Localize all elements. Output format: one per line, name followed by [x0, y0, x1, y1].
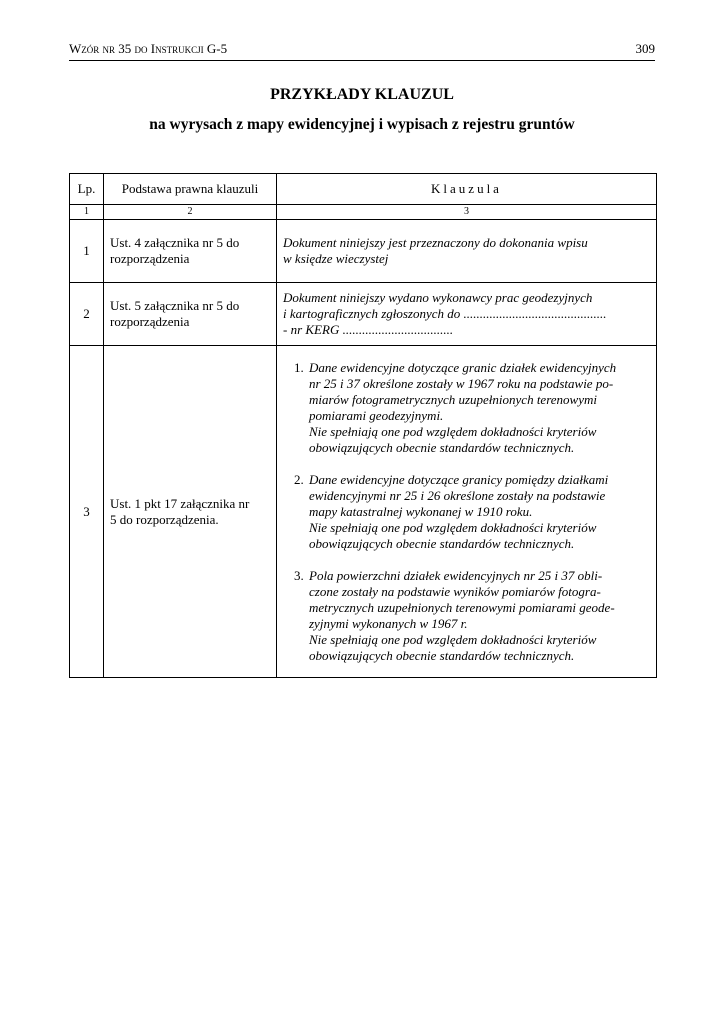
legal-basis-line: Ust. 5 załącznika nr 5 do — [110, 298, 240, 313]
clause-line: Dokument niniejszy jest przeznaczony do dokonania wpisu — [283, 235, 588, 250]
legal-basis-cell — [104, 346, 277, 678]
clause-line: - nr KERG .................................. — [283, 322, 454, 337]
clause-line: czone zostały na podstawie wyników pomiarów fotogra- — [309, 583, 601, 599]
header-lp: Lp. — [70, 174, 104, 205]
legal-basis-cell — [104, 220, 277, 283]
legal-basis-line: Ust. 1 pkt 17 załącznika nr — [110, 495, 250, 511]
clause-cell — [277, 346, 657, 678]
list-item — [307, 360, 650, 456]
legal-basis-line: rozporządzenia — [110, 314, 190, 329]
header-clause: Klauzula — [277, 174, 657, 205]
row-number: 3 — [70, 346, 104, 678]
clause-line: nr 25 i 37 określone zostały w 1967 roku na podstawie po- — [309, 375, 614, 391]
header-document-reference: Wzór nr 35 do Instrukcji G-5 — [69, 41, 228, 56]
page-title: PRZYKŁADY KLAUZUL — [270, 86, 454, 103]
clause-line: 3. Pola powierzchni działek ewidencyjnych nr 25 i 37 obli- — [309, 567, 603, 583]
clause-line: metrycznych uzupełnionych terenowymi pomiarami geode- — [309, 599, 615, 615]
clause-cell — [277, 283, 657, 346]
clause-line: obowiązujących obecnie standardów technicznych. — [309, 439, 575, 455]
table-row — [70, 283, 657, 346]
clauses-table — [69, 173, 657, 678]
clause-line: miarów fotogrametrycznych uzupełnionych terenowymi — [309, 391, 597, 407]
table-header-row — [70, 174, 657, 205]
clause-line: mapy katastralnej wykonanej w 1910 roku. — [309, 503, 533, 519]
clause-line: 2. Dane ewidencyjne dotyczące granicy pomiędzy działkami — [309, 471, 609, 487]
table-row — [70, 346, 657, 678]
clause-line: Nie spełniają one pod względem dokładności kryteriów — [309, 631, 597, 647]
clause-line: i kartograficznych zgłoszonych do ............................................ — [283, 306, 607, 321]
list-item — [307, 568, 650, 664]
header-legal-basis: Podstawa prawna klauzuli — [104, 174, 277, 205]
clause-line: 1. Dane ewidencyjne dotyczące granic działek ewidencyjnych — [309, 359, 617, 375]
column-number-row — [70, 205, 657, 220]
clause-line: ewidencyjnymi nr 25 i 26 określone zostały na podstawie — [309, 487, 606, 503]
row-number: 1 — [70, 220, 104, 283]
table-row — [70, 220, 657, 283]
column-number: 2 — [104, 205, 277, 220]
clause-line: Nie spełniają one pod względem dokładności kryteriów — [309, 519, 597, 535]
clause-line: Nie spełniają one pod względem dokładności kryteriów — [309, 423, 597, 439]
clause-line: obowiązujących obecnie standardów technicznych. — [309, 647, 575, 663]
clause-cell — [277, 220, 657, 283]
clause-line: Dokument niniejszy wydano wykonawcy prac geodezyjnych — [283, 290, 593, 305]
legal-basis-line: 5 do rozporządzenia. — [110, 511, 219, 527]
running-header — [69, 40, 655, 61]
legal-basis-line: Ust. 4 załącznika nr 5 do — [110, 235, 240, 250]
clause-line: obowiązujących obecnie standardów technicznych. — [309, 535, 575, 551]
column-number: 3 — [277, 205, 657, 220]
clause-line: w księdze wieczystej — [283, 251, 389, 266]
page-subtitle: na wyrysach z mapy ewidencyjnej i wypisach z rejestru gruntów — [149, 116, 575, 133]
row-number: 2 — [70, 283, 104, 346]
clause-line: pomiarami geodezyjnymi. — [309, 407, 444, 423]
legal-basis-line: rozporządzenia — [110, 251, 190, 266]
legal-basis-cell — [104, 283, 277, 346]
column-number: 1 — [70, 205, 104, 220]
clause-line: zyjnymi wykonanych w 1967 r. — [309, 615, 468, 631]
list-item — [307, 472, 650, 552]
page-number: 309 — [635, 41, 655, 56]
clause-list — [283, 360, 650, 664]
